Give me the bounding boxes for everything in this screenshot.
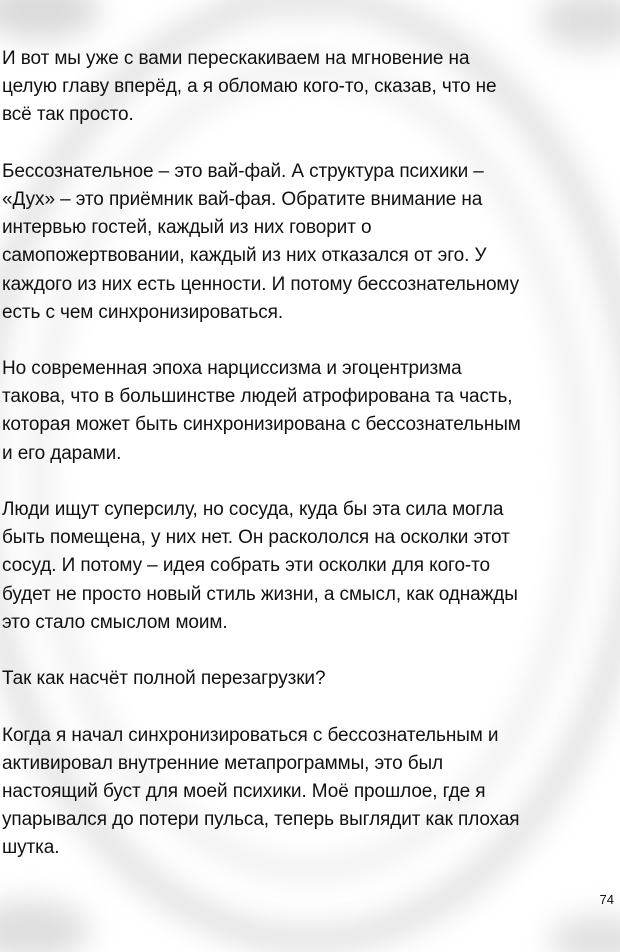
page-number: 74	[599, 892, 614, 907]
text-line: сосуд. И потому – идея собрать эти осколки для кого-то	[2, 555, 491, 577]
paragraph	[2, 496, 614, 637]
text-line: каждого из них есть ценности. И потому бессознательному	[2, 273, 520, 295]
text-line: всё так просто.	[2, 104, 134, 126]
paragraph	[2, 45, 614, 130]
text-line: есть с чем синхронизироваться.	[2, 301, 284, 323]
body-text	[2, 45, 614, 891]
paragraph	[2, 722, 614, 863]
text-line: упарывался до потери пульса, теперь выглядит как плохая	[2, 809, 520, 831]
text-line: Бессознательное – это вай-фай. А структура психики –	[2, 160, 484, 182]
text-line: активировал внутренние метапрограммы, это был	[2, 752, 444, 774]
paragraph	[2, 665, 614, 693]
text-line: Так как насчёт полной перезагрузки?	[2, 668, 326, 690]
text-line: которая может быть синхронизирована с бессознательным	[2, 414, 521, 436]
text-line: интервью гостей, каждый из них говорит о	[2, 217, 372, 239]
text-line: Когда я начал синхронизироваться с бессознательным и	[2, 724, 499, 746]
text-line: Люди ищут суперсилу, но сосуда, куда бы эта сила могла	[2, 499, 504, 520]
text-line: и его дарами.	[2, 442, 122, 464]
text-line: это стало смыслом моим.	[2, 611, 228, 633]
text-line: настоящий буст для моей психики. Моё прошлое, где я	[2, 780, 486, 802]
text-line: самопожертвовании, каждый из них отказался от эго. У	[2, 245, 487, 267]
paragraph	[2, 158, 614, 327]
text-line: шутка.	[2, 837, 60, 859]
text-line: будет не просто новый стиль жизни, а смысл, как однажды	[2, 583, 518, 605]
text-line: целую главу вперёд, а я обломаю кого-то, сказав, что не	[2, 76, 497, 98]
text-line: быть помещена, у них нет. Он раскололся на осколки этот	[2, 527, 510, 549]
text-line: Но современная эпоха нарциссизма и эгоцентризма	[2, 358, 462, 380]
text-line: И вот мы уже с вами перескакиваем на мгновение на	[2, 48, 470, 69]
text-line: «Дух» – это приёмник вай-фая. Обратите внимание на	[2, 188, 483, 210]
paragraph	[2, 355, 614, 468]
text-line: такова, что в большинстве людей атрофирована та часть,	[2, 386, 513, 408]
